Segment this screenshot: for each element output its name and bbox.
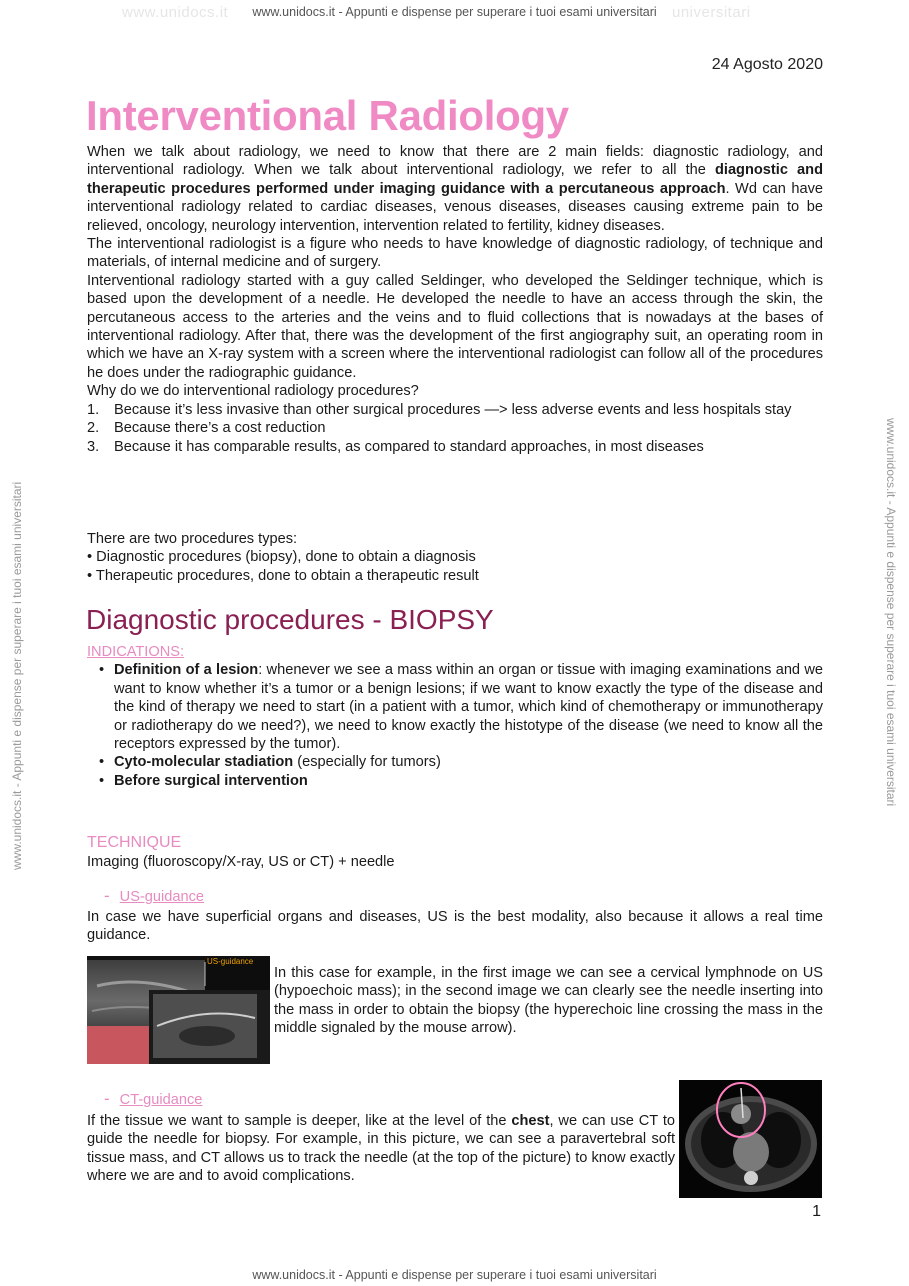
- ct-paragraph: [87, 1112, 675, 1186]
- us-paragraph: In case we have superficial organs and diseases, US is the best modality, also because it allows a real time guidance.: [87, 909, 823, 944]
- list-text: Because it’s less invasive than other surgical procedures —> less adverse events and less hospitals stay: [114, 401, 792, 418]
- list-item: [87, 438, 823, 456]
- indication-bold: Cyto-molecular stadiation: [114, 754, 294, 771]
- us-guidance-link[interactable]: US-guidance: [119, 889, 205, 905]
- ct-guidance-image: [679, 1080, 822, 1198]
- list-item: [87, 567, 823, 585]
- footer-watermark: www.unidocs.it - Appunti e dispense per superare i tuoi esami universitari: [252, 1268, 657, 1282]
- document-date: 24 Agosto 2020: [711, 56, 823, 73]
- procedure-types: [87, 530, 823, 585]
- us-image-label: US-guidance: [207, 957, 254, 966]
- header-watermark: www.unidocs.it - Appunti e dispense per superare i tuoi esami universitari: [252, 5, 657, 19]
- ct-text-block: [87, 1112, 675, 1186]
- ct-scan: [679, 1080, 822, 1198]
- indications-block: [87, 643, 823, 790]
- intro-bold-definition: diagnostic and therapeutic procedures performed under imaging guidance with a percutaneous approach: [87, 162, 823, 197]
- list-number: 2.: [87, 420, 100, 437]
- indication-bold: Definition of a lesion: [114, 662, 259, 679]
- indication-text: : whenever we see a mass within an organ or tissue with imaging examinations and we want to know whether it’s a tumor or a benign lesions; if we want to know exactly the type of the disease and the kind of therapy we need to start (in a patient with a tumor, which kind of chemotherapy or immunotherapy or radiotherapy do we need?), we need to know exactly the histotype of the disease (we need to know all the receptors expressed by the tumor).: [114, 662, 823, 753]
- section-heading: Diagnostic procedures - BIOPSY: [86, 604, 494, 635]
- bullet-icon: •: [87, 549, 93, 566]
- intro-paragraph-2: The interventional radiologist is a figure who needs to have knowledge of diagnostic radiology, of technique and materials, of internal medicine and of surgery.: [87, 236, 823, 271]
- us-guidance-heading: [104, 886, 204, 906]
- bullet-icon: •: [99, 772, 105, 789]
- list-text: Diagnostic procedures (biopsy), done to obtain a diagnosis: [96, 549, 476, 566]
- list-text: Because there’s a cost reduction: [114, 420, 326, 437]
- intro-section: [87, 143, 823, 456]
- ultrasound-images: [87, 956, 270, 1064]
- intro-text: When we talk about radiology, we need to know that there are 2 main fields: diagnostic radiology, and interventional radiology. When we talk about interventional radiology, we refer to all the: [87, 144, 823, 179]
- indications-list: [87, 661, 823, 790]
- indication-bold: Before surgical intervention: [114, 772, 308, 789]
- list-text: Therapeutic procedures, done to obtain a therapeutic result: [95, 567, 479, 584]
- bullet-icon: •: [87, 567, 93, 584]
- list-text: Because it has comparable results, as compared to standard approaches, in most diseases: [114, 438, 704, 455]
- reasons-question: Why do we do interventional radiology procedures?: [87, 383, 419, 400]
- ct-text-continued: , we can use CT to guide the needle for biopsy. For example, in this picture, we can see a paravertebral soft tissue mass, and CT allows us to track the needle (at the top of the picture) to know exactly where we are and to avoid complications.: [87, 1113, 675, 1185]
- ct-guidance-link[interactable]: CT-guidance: [119, 1092, 203, 1108]
- ct-guidance-heading: [104, 1089, 202, 1109]
- page-title: Interventional Radiology: [86, 92, 569, 139]
- list-item: [87, 661, 823, 753]
- bullet-icon: •: [99, 754, 105, 771]
- technique-label: TECHNIQUE: [87, 834, 182, 851]
- intro-text-continued: . Wd can have interventional radiology related to cardiac diseases, venous diseases, diseases causing extreme pain to be relieved, oncology, neurology intervention, intervention related to fertility, kidney diseases.: [87, 180, 823, 234]
- technique-text: Imaging (fluoroscopy/X-ray, US or CT) + needle: [87, 854, 395, 871]
- list-item: [87, 753, 823, 771]
- side-watermark-right: www.unidocs.it - Appunti e dispense per superare i tuoi esami universitari: [884, 418, 898, 807]
- watermark-ghost-left: www.unidocs.it: [122, 4, 229, 21]
- indications-label: INDICATIONS:: [87, 644, 185, 660]
- technique-block: [87, 834, 823, 872]
- indication-text: (especially for tumors): [293, 754, 441, 771]
- reasons-list: [87, 401, 823, 456]
- list-number: 1.: [87, 401, 100, 418]
- dash-icon: -: [104, 886, 110, 905]
- intro-paragraph-1: [87, 143, 823, 235]
- us-text: [87, 908, 823, 945]
- list-item: [87, 401, 823, 419]
- list-number: 3.: [87, 438, 100, 455]
- intro-paragraph-3: Interventional radiology started with a guy called Seldinger, who developed the Seldinger technique, which is based upon the development of a needle. He developed the needle to have an access through the skin, the percutaneous access to the arteries and the veins and to fluid collections that is nowadays at the bases of interventional radiology. After that, there was the development of the first angiography suit, an operating room in which we have an X-ray system with a screen where the interventional radiologist can follow all of the procedures he does under the radiographic guidance.: [87, 272, 823, 381]
- list-item: [87, 419, 823, 437]
- types-intro: There are two procedures types:: [87, 531, 298, 547]
- list-item: [87, 772, 823, 790]
- page-number: 1: [812, 1203, 821, 1220]
- side-watermark-left: www.unidocs.it - Appunti e dispense per superare i tuoi esami universitari: [10, 481, 24, 870]
- us-caption-block: [274, 964, 823, 1038]
- bullet-icon: •: [99, 662, 105, 679]
- us-caption: In this case for example, in the first image we can see a cervical lymphnode on US (hypoechoic mass); in the second image we can clearly see the needle inserting into the mass in order to obtain the biopsy (the hyperechoic line crossing the mass in the middle signaled by the mouse arrow).: [274, 965, 823, 1037]
- watermark-ghost-right: universitari: [672, 4, 751, 21]
- ct-text-bold: chest: [511, 1113, 550, 1129]
- list-item: [87, 548, 823, 566]
- dash-icon: -: [104, 1089, 110, 1108]
- ct-text: If the tissue we want to sample is deeper, like at the level of the: [87, 1113, 512, 1129]
- us-guidance-image: [87, 956, 270, 1064]
